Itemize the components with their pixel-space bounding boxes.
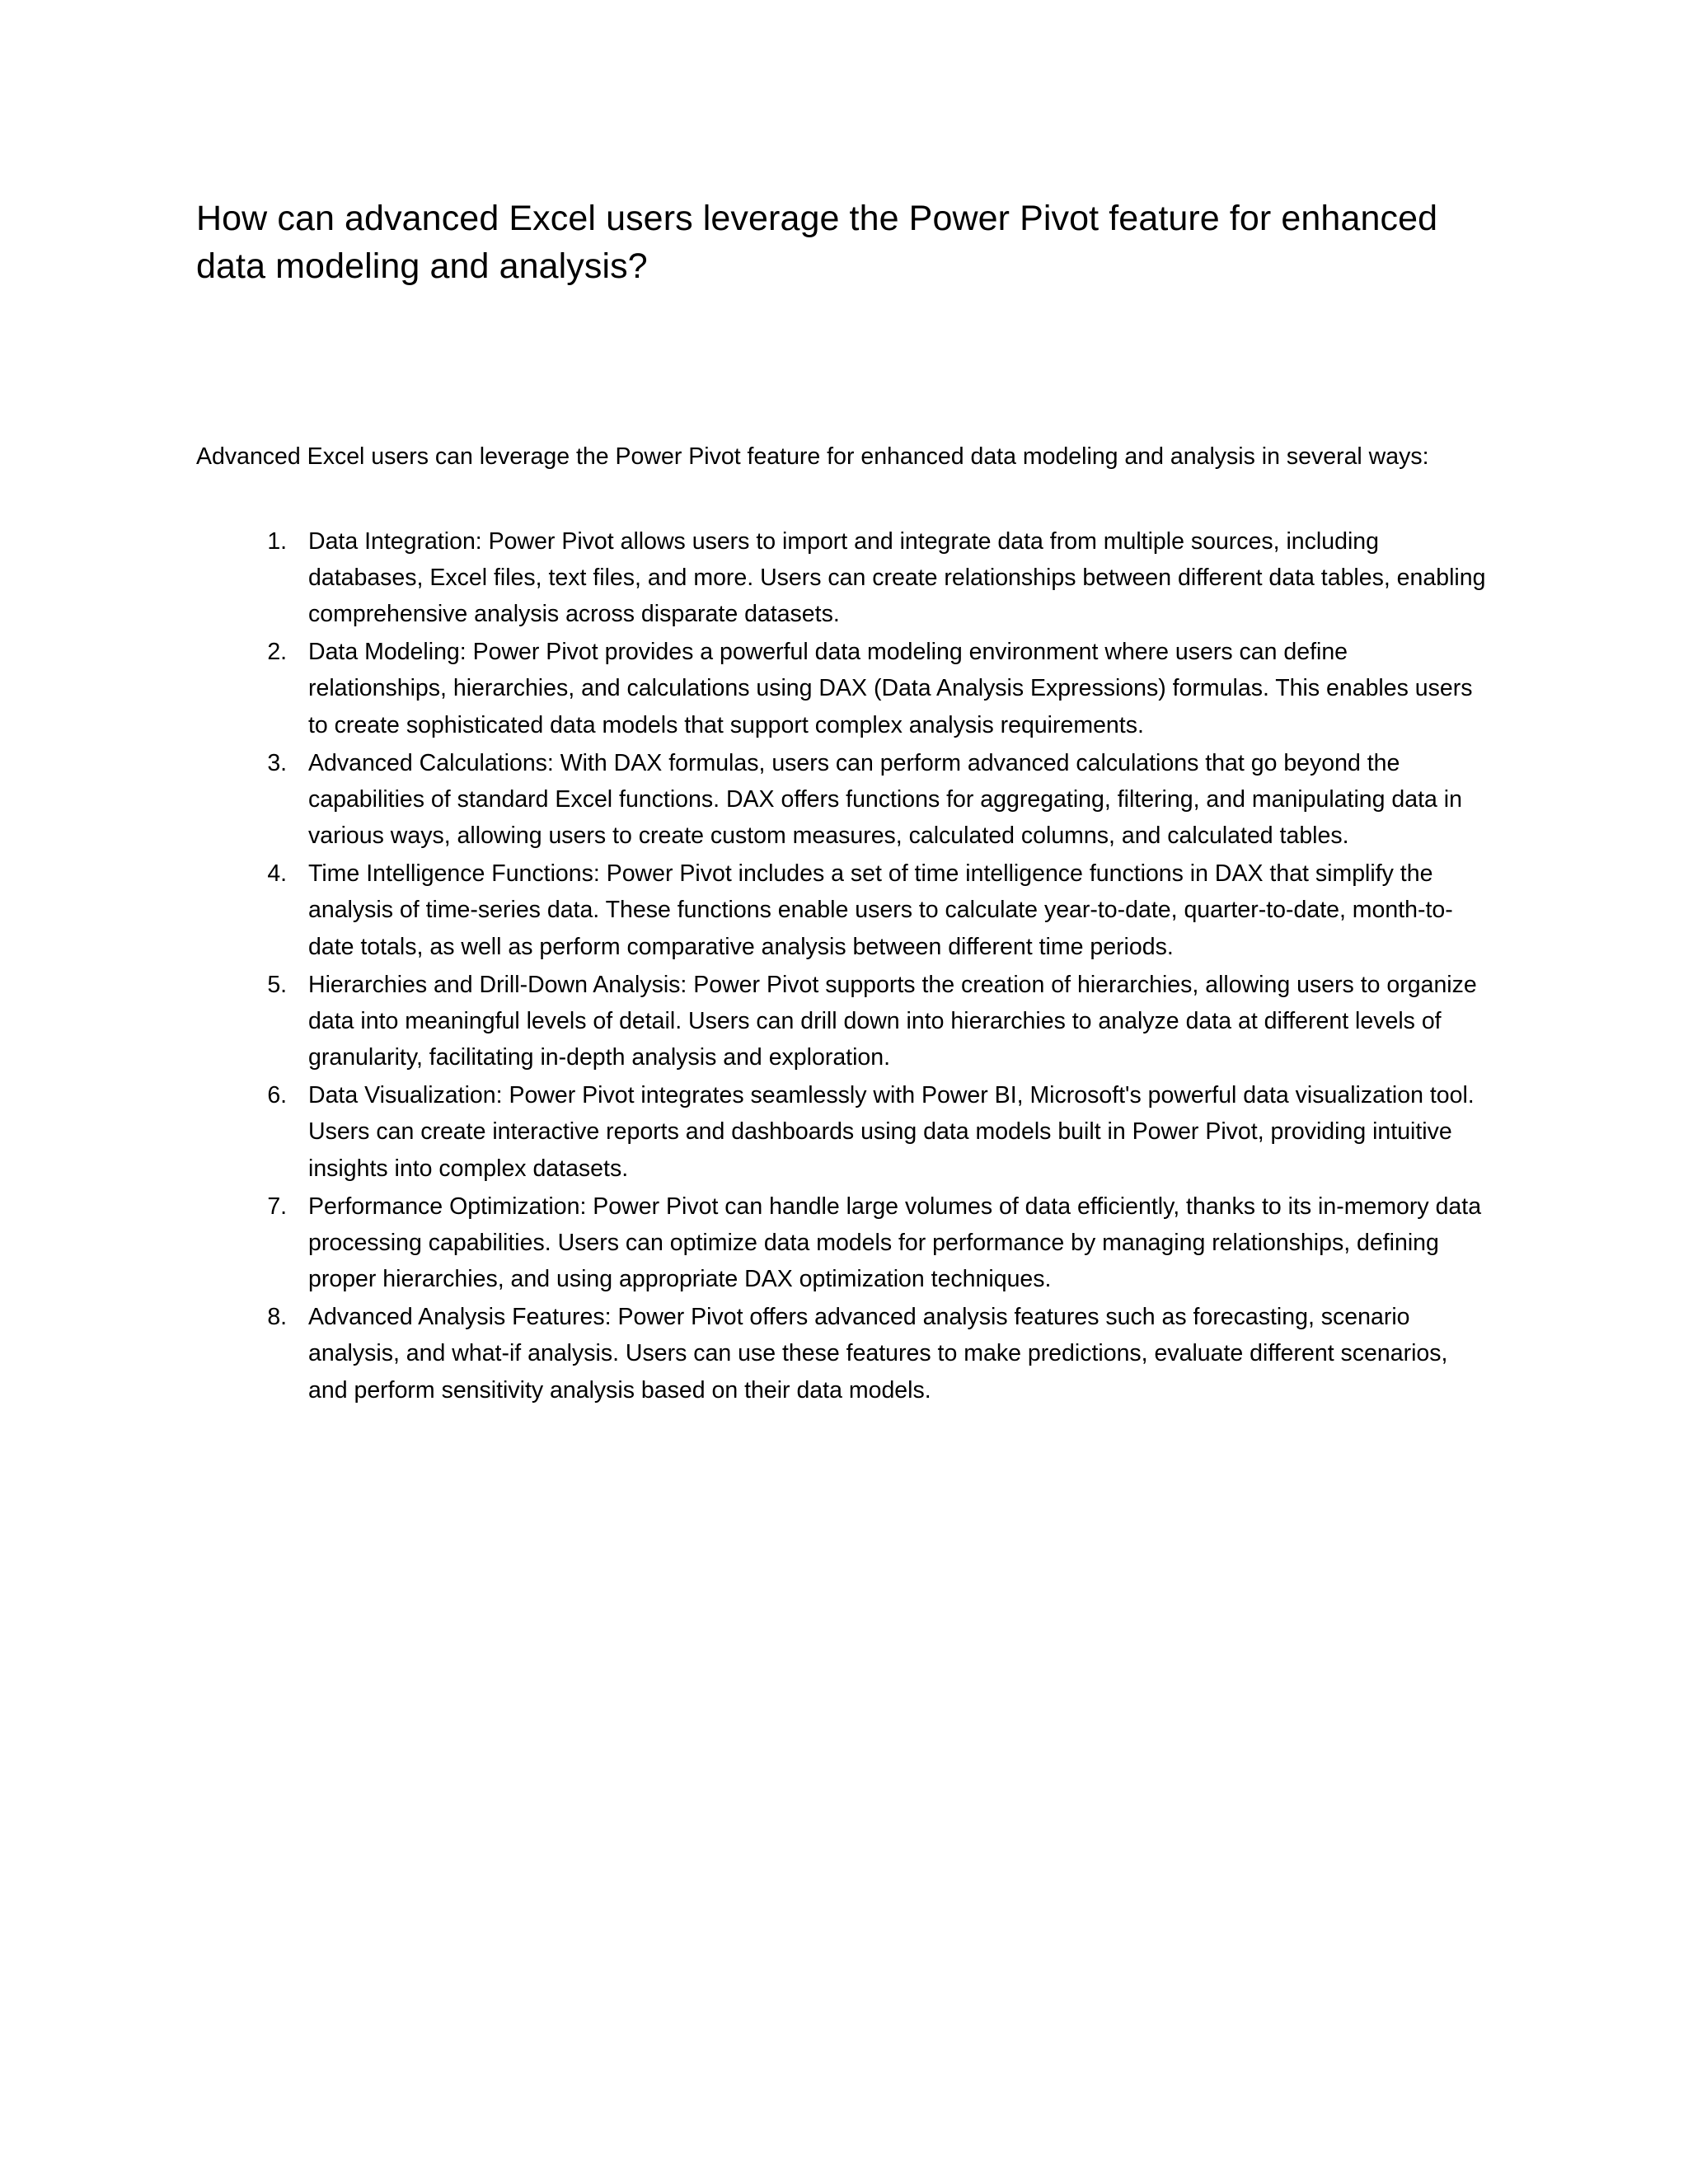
- list-item: 8. Advanced Analysis Features: Power Pivot offers advanced analysis features such as forecasting, scenario analysis, and what-if analysis. Users can use these features to make predictions, evaluate different scenarios, and perform sensitivity analysis based on their data models.: [293, 1299, 1492, 1408]
- numbered-list: [196, 523, 1492, 1408]
- page-title: How can advanced Excel users leverage the Power Pivot feature for enhanced data modeling and analysis?: [196, 199, 1438, 287]
- list-item: 2. Data Modeling: Power Pivot provides a powerful data modeling environment where users can define relationships, hierarchies, and calculations using DAX (Data Analysis Expressions) formulas. This enables users to create sophisticated data models that support complex analysis requirements.: [293, 634, 1492, 743]
- list-item: 4. Time Intelligence Functions: Power Pivot includes a set of time intelligence functions in DAX that simplify the analysis of time-series data. These functions enable users to calculate year-to-date, quarter-to-date, month-to-date totals, as well as perform comparative analysis between different time periods.: [293, 855, 1492, 965]
- list-item: 1. Data Integration: Power Pivot allows users to import and integrate data from multiple sources, including databases, Excel files, text files, and more. Users can create relationships between different data tables, enabling comprehensive analysis across disparate datasets.: [293, 523, 1492, 633]
- list-item: 3. Advanced Calculations: With DAX formulas, users can perform advanced calculations that go beyond the capabilities of standard Excel functions. DAX offers functions for aggregating, filtering, and manipulating data in various ways, allowing users to create custom measures, calculated columns, and calculated tables.: [293, 745, 1492, 855]
- list-item: 5. Hierarchies and Drill-Down Analysis: Power Pivot supports the creation of hierarchies, allowing users to organize data into meaningful levels of detail. Users can drill down into hierarchies to analyze data at different levels of granularity, facilitating in-depth analysis and exploration.: [293, 967, 1492, 1076]
- list-item: 7. Performance Optimization: Power Pivot can handle large volumes of data efficiently, thanks to its in-memory data processing capabilities. Users can optimize data models for performance by managing relationships, defining proper hierarchies, and using appropriate DAX optimization techniques.: [293, 1188, 1492, 1298]
- list-item: 6. Data Visualization: Power Pivot integrates seamlessly with Power BI, Microsoft's powerful data visualization tool. Users can create interactive reports and dashboards using data models built in Power Pivot, providing intuitive insights into complex datasets.: [293, 1077, 1492, 1187]
- intro-paragraph: Advanced Excel users can leverage the Power Pivot feature for enhanced data modeling and analysis in several ways:: [196, 443, 1429, 471]
